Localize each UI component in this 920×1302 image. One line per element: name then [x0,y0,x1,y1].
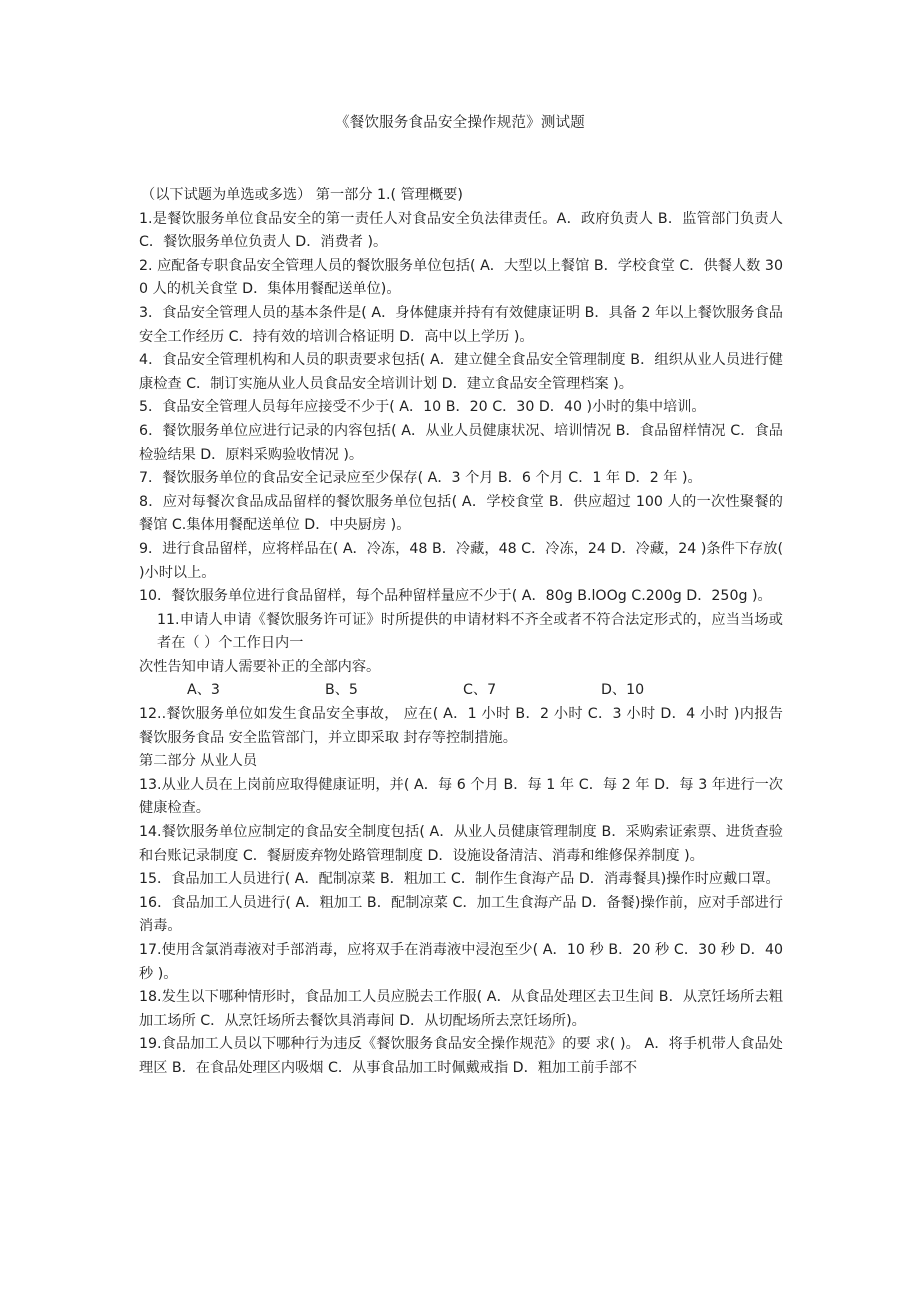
question-3: 3．食品安全管理人员的基本条件是( A．身体健康并持有有效健康证明 B．具备 2 年以上餐饮服务食品安全工作经历 C．持有效的培训合格证明 D．高中以上学历 )。 [139,304,783,345]
section-intro: （以下试题为单选或多选） 第一部分 1.( 管理概要) [141,187,463,203]
question-15: 15．食品加工人员进行( A．配制凉菜 B．粗加工 C．制作生食海产品 D．消毒餐具)操作时应戴口罩。 [139,871,780,888]
question-2: 2. 应配备专职食品安全管理人员的餐饮服务单位包括( A．大型以上餐馆 B．学校食堂 C．供餐人数 300 人的机关食堂 D．集体用餐配送单位)。 [139,257,783,298]
document-title: 《餐饮服务食品安全操作规范》测试题 [335,115,585,131]
question-13: 13.从业人员在上岗前应取得健康证明，并( A．每 6 个月 B．每 1 年 C．每 2 年 D．每 3 年进行一次健康检查。 [139,776,783,817]
choice-b: B、5 [325,682,358,699]
document-body [139,184,783,1081]
choice-a: A、3 [187,682,220,699]
section-heading-2: 第二部分 从业人员 [139,753,258,770]
question-11: 11.申请人申请《餐饮服务许可证》时所提供的申请材料不齐全或者不符合法定形式的，应当当场或者在（ ）个工作日内一 [157,611,783,652]
question-14: 14.餐饮服务单位应制定的食品安全制度包括( A．从业人员健康管理制度 B．采购索证索票、进货查验和台账记录制度 C．餐厨废弃物处路管理制度 D．设施设备清洁、消毒和维修保养制度 )。 [139,824,783,864]
question-11-choices [139,679,783,703]
question-4: 4．食品安全管理机构和人员的职责要求包括( A．建立健全食品安全管理制度 B．组织从业人员进行健康检查 C．制订实施从业人员食品安全培训计划 D．建立食品安全管理档案 )。 [139,352,783,392]
choice-d: D、10 [601,682,645,699]
question-11-continued: 次性告知申请人需要补正的全部内容。 [139,658,381,675]
question-7: 7．餐饮服务单位的食品安全记录应至少保存( A．3 个月 B．6 个月 C．1 年 D．2 年 )。 [139,470,702,487]
question-16: 16．食品加工人员进行( A．粗加工 B．配制凉菜 C．加工生食海产品 D．备餐)操作前，应对手部进行消毒。 [139,894,783,935]
question-18: 18.发生以下哪种情形时，食品加工人员应脱去工作服( A．从食品处理区去卫生间 B．从烹饪场所去粗加工场所 C．从烹饪场所去餐饮具消毒间 D．从切配场所去烹饪场所)。 [139,989,783,1029]
question-9: 9．进行食品留样，应将样品在( A．冷冻，48 B．冷藏，48 C．冷冻，24 D．冷藏，24 )条件下存放( )小时以上。 [139,540,783,581]
question-17: 17.使用含氯消毒液对手部消毒，应将双手在消毒液中浸泡至少( A．10 秒 B．20 秒 C．30 秒 D．40 秒 )。 [139,942,783,982]
question-19: 19.食品加工人员以下哪种行为违反《餐饮服务食品安全操作规范》的要 求( )。 A．将手机带人食品处理区 B．在食品处理区内吸烟 C．从事食品加工时佩戴戒指 D．粗加工前手部不 [139,1036,783,1076]
question-12: 12..餐饮服务单位如发生食品安全事故， 应在( A．1 小时 B．2 小时 C．3 小时 D．4 小时 )内报告 餐饮服务食品 安全监管部门，并立即采取 封存等控制措施。 [139,706,783,746]
choice-c: C、7 [463,682,497,699]
question-5: 5．食品安全管理人员每年应接受不少于( A．10 B．20 C．30 D．40 )小时的集中培训。 [139,399,706,416]
question-10: 10．餐饮服务单位进行食品留样，每个品种留样量应不少于( A．80g B.lOOg C.200g D．250g )。 [139,588,772,605]
question-8: 8．应对每餐次食品成品留样的餐饮服务单位包括( A．学校食堂 B．供应超过 100 人的一次性聚餐的餐馆 C.集体用餐配送单位 D．中央厨房 )。 [139,493,783,534]
question-1: 1.是餐饮服务单位食品安全的第一责任人对食品安全负法律责任。A．政府负责人 B．监管部门负责人 C．餐饮服务单位负责人 D．消费者 )。 [139,210,783,251]
question-6: 6．餐饮服务单位应进行记录的内容包括( A．从业人员健康状况、培训情况 B．食品留样情况 C．食品检验结果 D．原料采购验收情况 )。 [139,422,783,463]
